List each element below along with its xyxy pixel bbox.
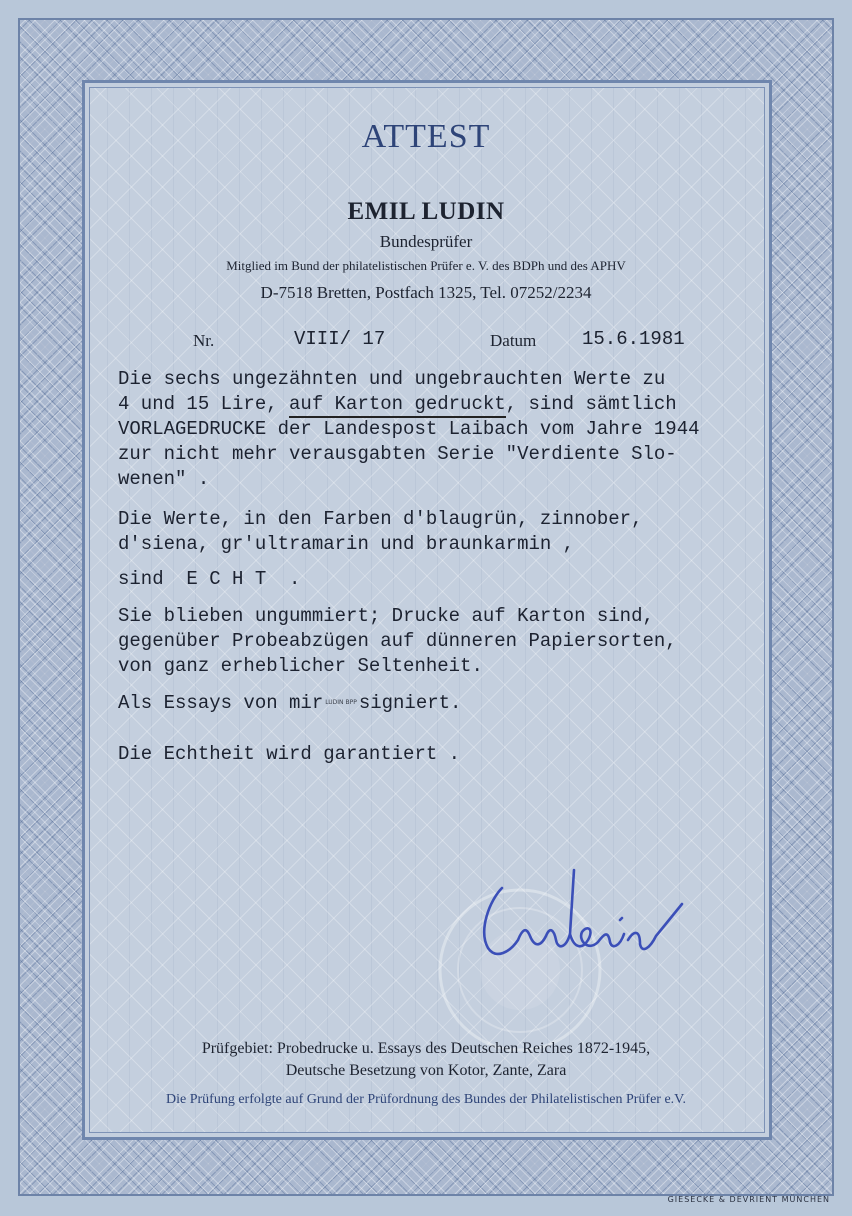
body-line: wenen" .	[118, 468, 210, 490]
body-line: 4 und 15 Lire, auf Karton gedruckt, sind sämtlich	[118, 393, 677, 415]
examiner-name: EMIL LUDIN	[347, 198, 505, 225]
handwritten-signature	[470, 860, 700, 980]
body-line: gegenüber Probeabzügen auf dünneren Papiersorten,	[118, 630, 677, 652]
body-line: zur nicht mehr verausgabten Serie "Verdiente Slo-	[118, 443, 677, 465]
signature-stamp: LUDIN BPP	[325, 699, 357, 707]
document-title: ATTEST	[361, 118, 491, 155]
nr-label: Nr.	[193, 331, 215, 350]
address-line: D-7518 Bretten, Postfach 1325, Tel. 07252/2234	[260, 283, 592, 302]
date-value: 15.6.1981	[582, 328, 685, 350]
underlined-phrase: auf Karton gedruckt	[289, 393, 506, 418]
printer-imprint: GIESECKE & DEVRIENT MÜNCHEN	[667, 1195, 830, 1204]
body-line: Die sechs ungezähnten und ungebrauchten Werte zu	[118, 368, 666, 390]
body-line: Sie blieben ungummiert; Drucke auf Karton sind,	[118, 605, 654, 627]
body-line: VORLAGEDRUCKE der Landespost Laibach vom Jahre 1944	[118, 418, 700, 440]
verdict-line: sind E C H T .	[118, 568, 301, 590]
scope-line-1: Prüfgebiet: Probedrucke u. Essays des Deutschen Reiches 1872-1945,	[201, 1040, 651, 1057]
scope-line-2: Deutsche Besetzung von Kotor, Zante, Zara	[285, 1062, 567, 1079]
body-line: d'siena, gr'ultramarin und braunkarmin ,	[118, 533, 575, 555]
examiner-role: Bundesprüfer	[379, 232, 473, 251]
body-line: Die Werte, in den Farben d'blaugrün, zinnober,	[118, 508, 643, 530]
body-line: Als Essays von mir LUDIN BPP signiert.	[118, 692, 462, 714]
membership-line: Mitglied im Bund der philatelistischen Prüfer e. V. des BDPh und des APHV	[226, 258, 626, 273]
rules-line: Die Prüfung erfolgte auf Grund der Prüfordnung des Bundes der Philatelistischen Prüfer e.V.	[166, 1092, 686, 1107]
body-line: von ganz erheblicher Seltenheit.	[118, 655, 483, 677]
guarantee-line: Die Echtheit wird garantiert .	[118, 743, 461, 765]
date-label: Datum	[490, 331, 537, 350]
nr-value: VIII/ 17	[294, 328, 386, 350]
